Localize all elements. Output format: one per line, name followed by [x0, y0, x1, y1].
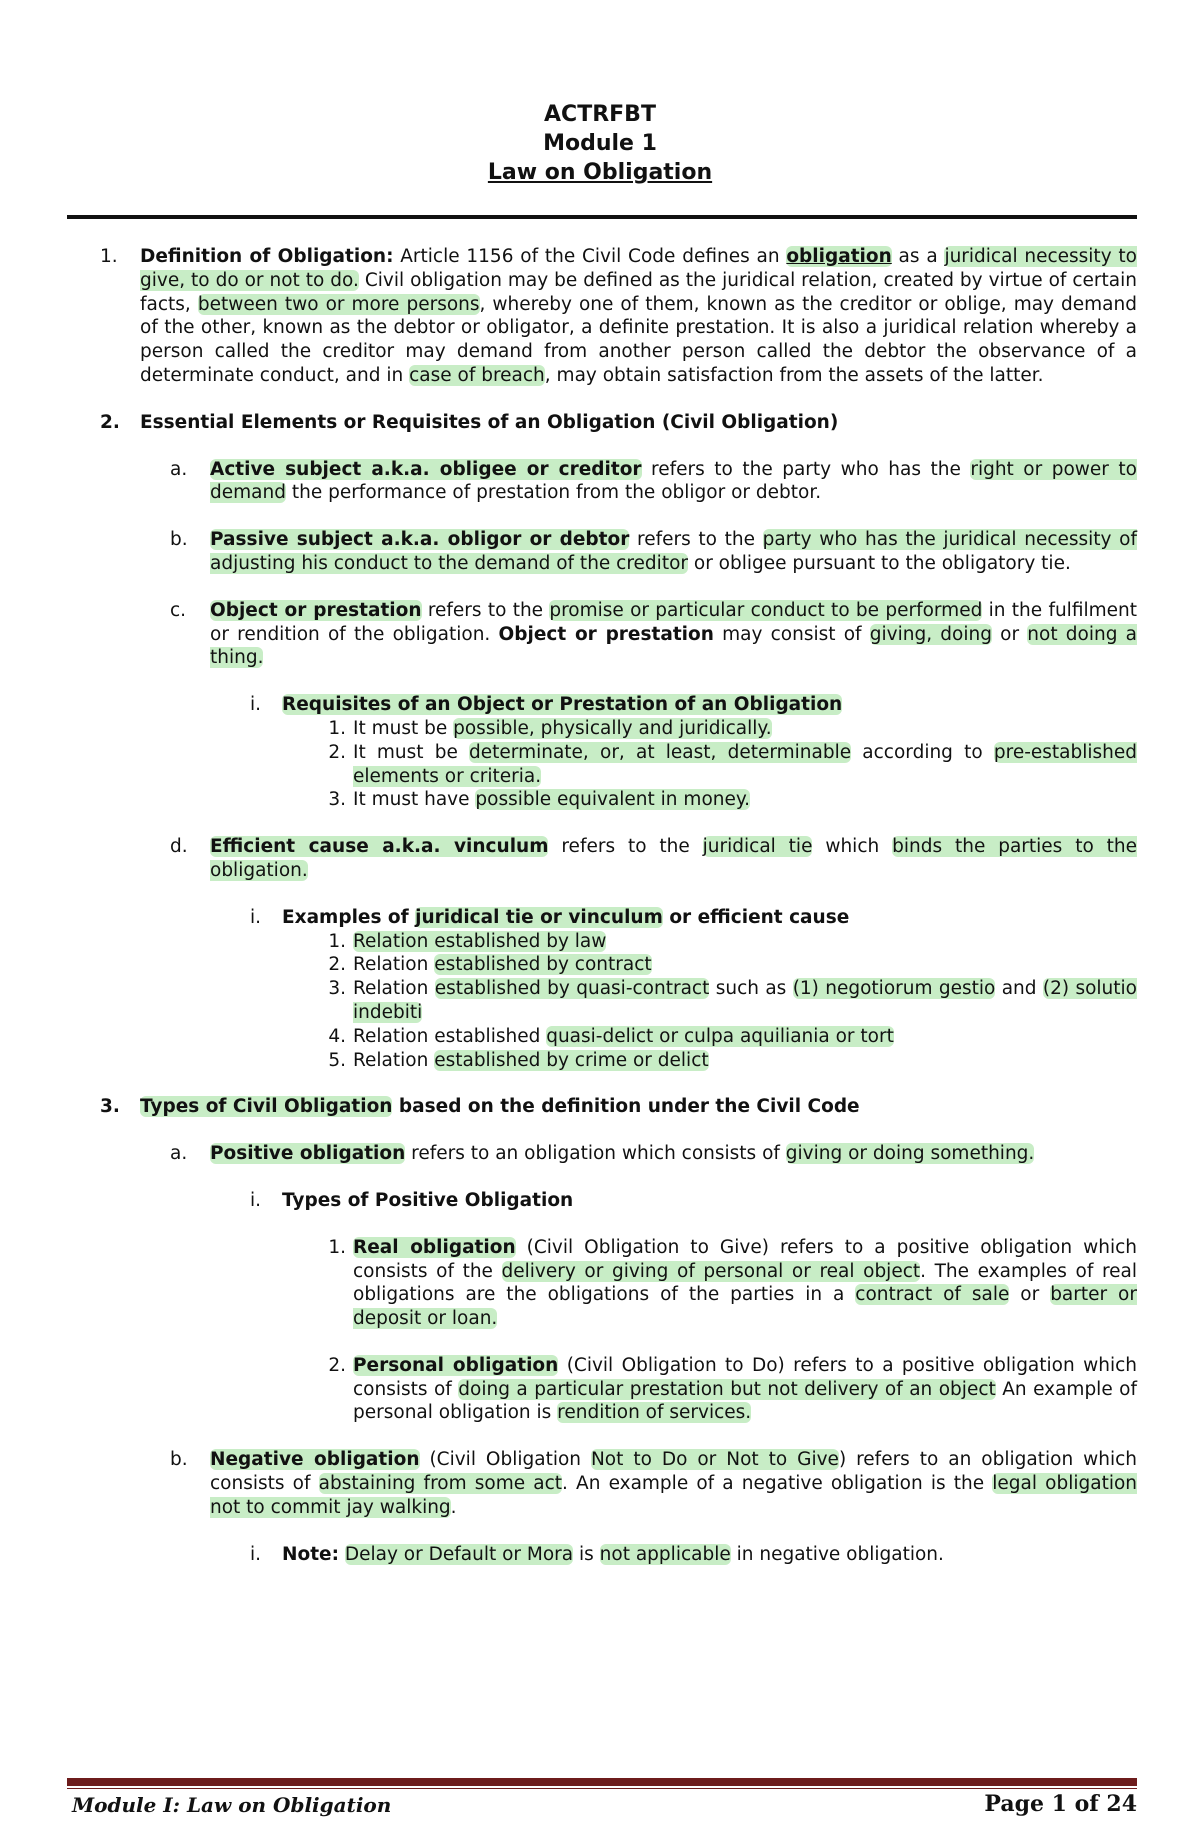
- list-item: 2. Relation established by contract: [328, 954, 652, 976]
- highlight: possible, physically and juridically.: [453, 717, 772, 739]
- list-item: 3. Relation established by quasi-contract such as (1) negotiorum gestio and (2) solutio indebiti: [328, 978, 1137, 1023]
- highlight: between two or more persons: [197, 293, 480, 315]
- highlight: established by quasi-contract: [434, 978, 710, 1000]
- list-item: a. Active subject a.k.a. obligee or creditor refers to the party who has the right or power to demand the performance of prestation from the obligor or debtor.: [170, 458, 1137, 504]
- footer-rule: [67, 1778, 1137, 1786]
- term-label: Efficient cause a.k.a. vinculum: [210, 836, 549, 858]
- list-item: b. Passive subject a.k.a. obligor or debtor refers to the party who has the juridical necessity of adjusting his conduct to the demand of the creditor or obligee pursuant to the obligatory tie.: [170, 529, 1137, 574]
- list-item: 1. It must be possible, physically and juridically.: [328, 717, 772, 739]
- section-number: 2.: [100, 411, 120, 433]
- term-label: Active subject a.k.a. obligee or creditor: [210, 458, 642, 480]
- highlight: giving, doing: [869, 623, 992, 645]
- document-header: [0, 100, 1200, 187]
- term-label: Definition of Obligation:: [140, 246, 394, 267]
- list-item: 2. It must be determinate, or, at least, determinable according to pre-established elements or criteria.: [328, 741, 1137, 787]
- footer-module-title: Module I: Law on Obligation: [72, 1793, 392, 1817]
- highlight: (1) negotiorum gestio: [792, 978, 996, 1000]
- list-item: b. Negative obligation (Civil Obligation Not to Do or Not to Give) refers to an obligation which consists of abstaining from some act. An example of a negative obligation is the legal obligation not to commit jay walking.: [170, 1449, 1138, 1518]
- term-label: Negative obligation: [210, 1449, 420, 1471]
- highlight: promise or particular conduct to be performed: [549, 599, 983, 621]
- section-title: Essential Elements or Requisites of an Obligation (Civil Obligation): [140, 411, 839, 433]
- sublist-heading: i. Types of Positive Obligation: [250, 1189, 574, 1211]
- document-body: [100, 245, 1137, 1566]
- list-item: d. Efficient cause a.k.a. vinculum refers to the juridical tie which binds the parties to the obligation.: [170, 836, 1137, 881]
- highlight: possible equivalent in money.: [475, 789, 751, 811]
- list-item: 1. Relation established by law: [328, 930, 607, 952]
- sublist-heading: i. Examples of juridical tie or vinculum or efficient cause: [250, 906, 850, 928]
- section-number: 3.: [100, 1096, 120, 1118]
- highlight: obligation: [786, 246, 892, 267]
- highlight: case of breach: [409, 364, 545, 386]
- list-item: 2. Personal obligation (Civil Obligation to Do) refers to a positive obligation which consists of doing a particular prestation but not delivery of an object An example of personal obligation is rendition of services.: [328, 1354, 1138, 1424]
- page-number: Page 1 of 24: [984, 1791, 1137, 1817]
- highlight: established by contract: [434, 954, 652, 976]
- highlight: not applicable: [599, 1543, 731, 1565]
- highlight: established by crime or delict: [434, 1049, 709, 1071]
- module-title: Law on Obligation: [487, 160, 713, 185]
- highlight: giving or doing something.: [785, 1143, 1035, 1165]
- highlight: juridical necessity to give, to do or not to do.: [140, 246, 1137, 291]
- header-rule: [67, 215, 1137, 219]
- term-label: Object or prestation: [210, 599, 422, 621]
- footer-rule-thin: [67, 1788, 1137, 1789]
- list-item: 4. Relation established quasi-delict or culpa aquiliania or tort: [328, 1025, 894, 1047]
- highlight: delivery or giving of personal or real object: [501, 1260, 921, 1282]
- list-item: 3. It must have possible equivalent in money.: [328, 789, 751, 811]
- highlight: rendition of services.: [557, 1402, 752, 1424]
- highlight: binds the parties to the obligation.: [210, 836, 1137, 881]
- highlight: quasi-delict or culpa aquiliania or tort: [546, 1025, 894, 1047]
- highlight: determinate, or, at least, determinable: [469, 741, 852, 763]
- note: i. Note: Delay or Default or Mora is not applicable in negative obligation.: [250, 1543, 944, 1565]
- list-item: a. Positive obligation refers to an obligation which consists of giving or doing something.: [170, 1143, 1035, 1165]
- highlight: Not to Do or Not to Give: [590, 1449, 839, 1471]
- highlight: right or power to demand: [210, 458, 1137, 504]
- highlight: not doing a thing.: [210, 623, 1138, 669]
- section-elements: [100, 411, 1137, 435]
- highlight: doing a particular prestation but not delivery of an object: [458, 1378, 996, 1400]
- highlight: Delay or Default or Mora: [344, 1543, 574, 1565]
- sublist-heading: i. Requisites of an Object or Prestation of an Obligation: [250, 694, 843, 716]
- highlight: party who has the juridical necessity of adjusting his conduct to the demand of the creditor: [210, 529, 1137, 574]
- list-item: 1. Real obligation (Civil Obligation to Give) refers to a positive obligation which consists of the delivery or giving of personal or real object. The examples of real obligations are the obligations of the parties in a contract of sale or barter or deposit or loan.: [328, 1236, 1138, 1330]
- term-label: Passive subject a.k.a. obligor or debtor: [210, 529, 630, 551]
- highlight: pre-established elements or criteria.: [353, 741, 1137, 787]
- section-definition: [100, 245, 1137, 388]
- highlight: barter or deposit or loan.: [353, 1284, 1137, 1330]
- list-item: c. Object or prestation refers to the promise or particular conduct to be performed in the fulfilment or rendition of the obligation. Object or prestation may consist of giving, doing or not doing a thing.: [170, 599, 1138, 669]
- list-item: 5. Relation established by crime or delict: [328, 1049, 709, 1071]
- highlight: abstaining from some act: [318, 1473, 563, 1495]
- section-text: Definition of Obligation: Article 1156 of the Civil Code defines an obligation as a juridical necessity to give, to do or not to do. Civil obligation may be defined as the juridical relation, created by virtue of certain facts, between two or more persons, whereby one of them, known as the creditor or oblige, may demand of the other, known as the debtor or obligator, a definite prestation. It is also a juridical relation whereby a person called the creditor may demand from another person called the debtor the observance of a determinate conduct, and in case of breach, may obtain satisfaction from the assets of the latter.: [140, 246, 1137, 386]
- module-number: Module 1: [543, 131, 657, 156]
- highlight: legal obligation not to commit jay walking: [210, 1473, 1138, 1518]
- term-label: Positive obligation: [210, 1143, 406, 1165]
- highlight: contract of sale: [855, 1284, 1010, 1306]
- section-title: Types of Civil Obligation based on the definition under the Civil Code: [140, 1096, 860, 1118]
- term-label: Real obligation: [353, 1236, 516, 1258]
- term-label: Personal obligation: [353, 1354, 559, 1376]
- highlight: (2) solutio indebiti: [353, 978, 1137, 1023]
- course-code: ACTRFBT: [544, 102, 656, 127]
- highlight: juridical tie: [702, 836, 813, 858]
- section-number: 1.: [100, 246, 118, 267]
- section-types: [100, 1095, 1137, 1119]
- highlight: Relation established by law: [353, 930, 607, 952]
